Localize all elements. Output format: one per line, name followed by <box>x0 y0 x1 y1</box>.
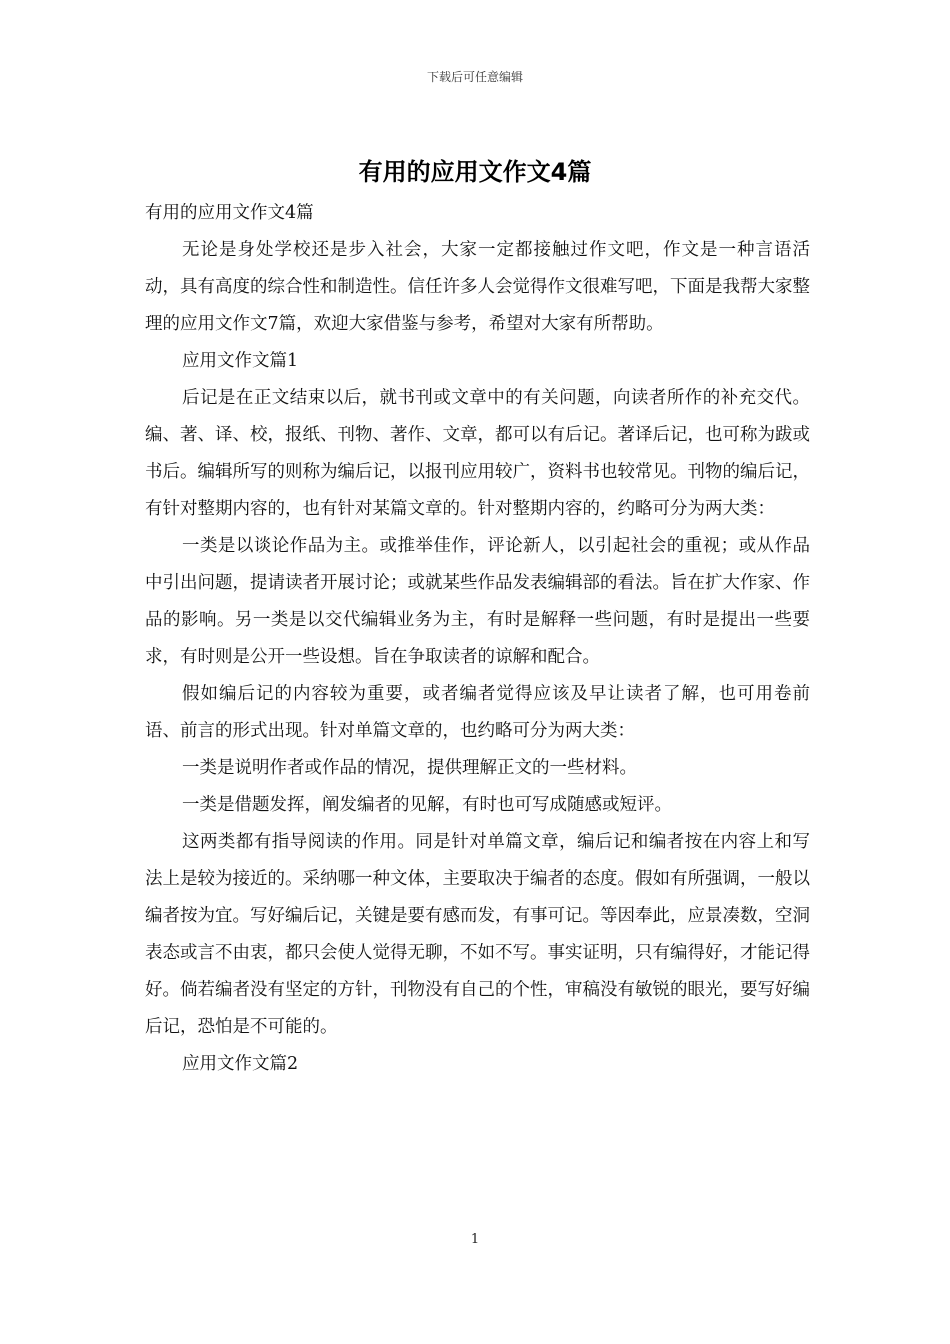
intro-paragraph: 无论是身处学校还是步入社会，大家一定都接触过作文吧，作文是一种言语活动，具有高度的综合性和制造性。信任许多人会觉得作文很难写吧，下面是我帮大家整理的应用文作文7篇，欢迎大家借鉴与参考，希望对大家有所帮助。 <box>145 240 810 334</box>
header-note: 下载后可任意编辑 <box>426 70 523 84</box>
section-heading: 应用文作文篇2 <box>182 1054 299 1074</box>
document-title: 有用的应用文作文4篇 <box>358 158 592 186</box>
body-paragraph: 一类是以谈论作品为主。或推举佳作，评论新人，以引起社会的重视；或从作品中引出问题，提请读者开展讨论；或就某些作品发表编辑部的看法。旨在扩大作家、作品的影响。另一类是以交代编辑业务为主，有时是解释一些问题，有时是提出一些要求，有时则是公开一些设想。旨在争取读者的谅解和配合。 <box>145 536 810 667</box>
body-paragraph: 后记是在正文结束以后，就书刊或文章中的有关问题，向读者所作的补充交代。编、著、译、校，报纸、刊物、著作、文章，都可以有后记。著译后记，也可称为跋或书后。编辑所写的则称为编后记，以报刊应用较广，资料书也较常见。刊物的编后记，有针对整期内容的，也有针对某篇文章的。针对整期内容的，约略可分为两大类： <box>145 388 810 519</box>
page-number: 1 <box>470 1232 480 1247</box>
section-heading: 应用文作文篇1 <box>182 351 299 371</box>
document-body <box>145 195 810 1083</box>
body-paragraph: 一类是借题发挥，阐发编者的见解，有时也可写成随感或短评。 <box>182 795 672 815</box>
body-paragraph: 假如编后记的内容较为重要，或者编者觉得应该及早让读者了解，也可用卷前语、前言的形式出现。针对单篇文章的，也约略可分为两大类： <box>145 684 810 741</box>
body-paragraph: 这两类都有指导阅读的作用。同是针对单篇文章，编后记和编者按在内容上和写法上是较为接近的。采纳哪一种文体，主要取决于编者的态度。假如有所强调，一般以编者按为宜。写好编后记，关键是要有感而发，有事可记。等因奉此，应景凑数，空洞表态或言不由衷，都只会使人觉得无聊，不如不写。事实证明，只有编得好，才能记得好。倘若编者没有坚定的方针，刊物没有自己的个性，审稿没有敏锐的眼光，要写好编后记，恐怕是不可能的。 <box>145 832 810 1037</box>
body-paragraph: 一类是说明作者或作品的情况，提供理解正文的一些材料。 <box>182 758 637 778</box>
subtitle-paragraph: 有用的应用文作文4篇 <box>145 203 314 223</box>
